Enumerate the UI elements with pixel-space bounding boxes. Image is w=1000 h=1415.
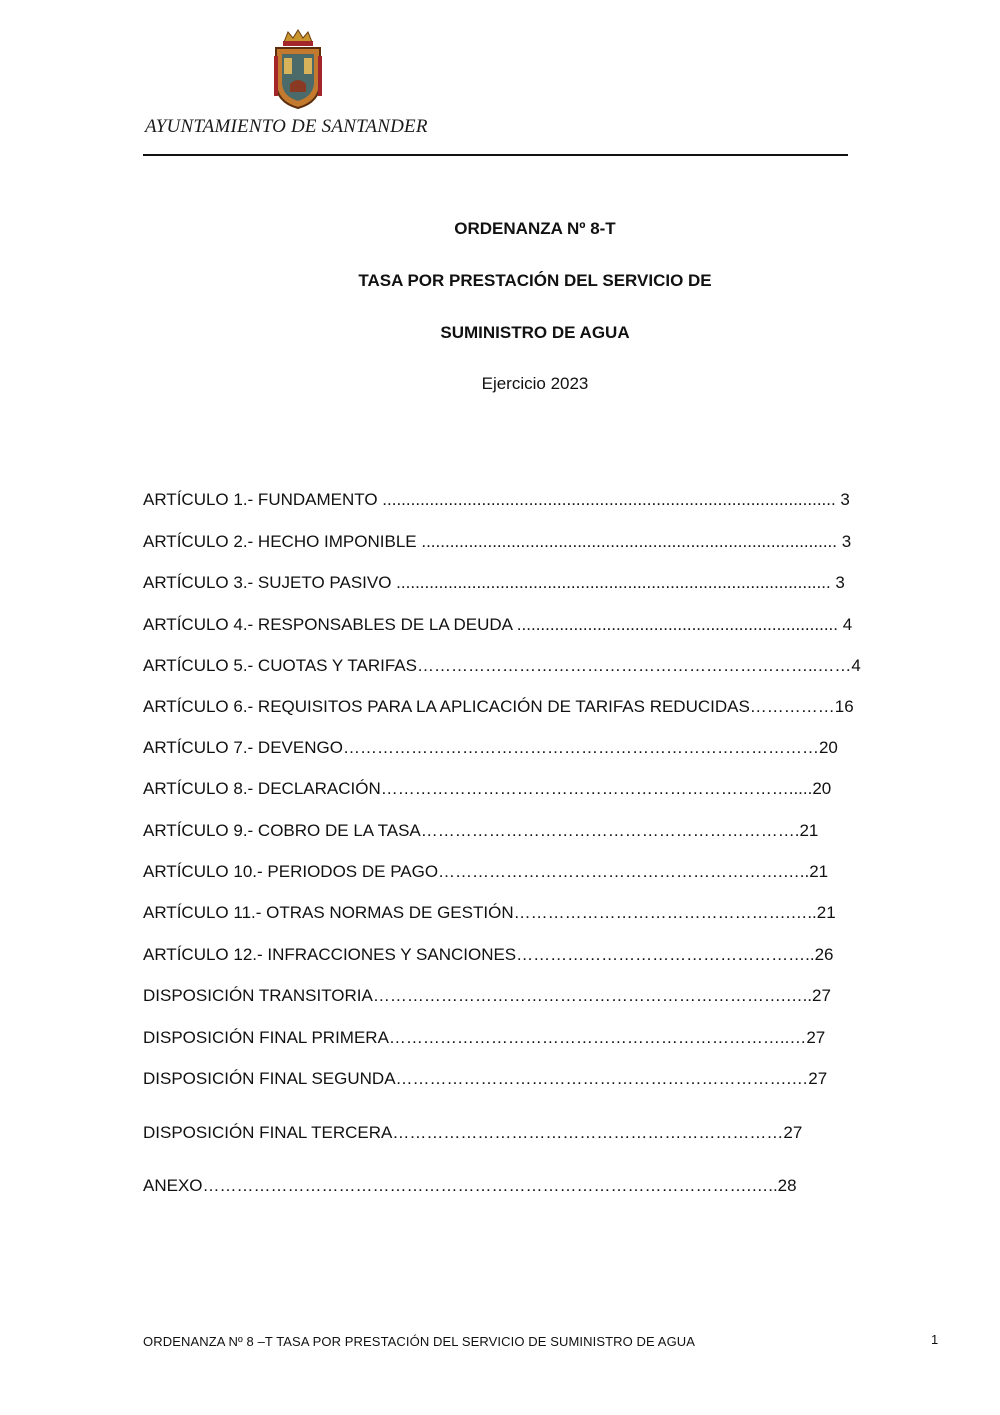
coat-of-arms-icon bbox=[270, 28, 326, 110]
ordinance-title-line2: SUMINISTRO DE AGUA bbox=[440, 323, 630, 342]
toc-entry[interactable]: ARTÍCULO 5.- CUOTAS Y TARIFAS……………………………………………………………..……4 bbox=[143, 656, 861, 675]
ordinance-number: ORDENANZA Nº 8-T bbox=[454, 219, 616, 238]
toc-entry[interactable]: ARTÍCULO 3.- SUJETO PASIVO ............................................................................................ 3 bbox=[143, 573, 845, 592]
toc-entry[interactable]: ARTÍCULO 6.- REQUISITOS PARA LA APLICACIÓN DE TARIFAS REDUCIDAS……………16 bbox=[143, 697, 854, 716]
page-number: 1 bbox=[931, 1332, 939, 1347]
toc-entry[interactable]: ARTÍCULO 2.- HECHO IMPONIBLE ........................................................................................ 3 bbox=[143, 532, 852, 551]
toc-entry[interactable]: ARTÍCULO 4.- RESPONSABLES DE LA DEUDA .................................................................... 4 bbox=[143, 615, 853, 634]
toc-entry[interactable]: ARTÍCULO 11.- OTRAS NORMAS DE GESTIÓN………………………………………….…..21 bbox=[143, 903, 836, 922]
toc-entry[interactable]: ARTÍCULO 10.- PERIODOS DE PAGO…………………………………………………….…..21 bbox=[143, 862, 829, 881]
toc-entry[interactable]: DISPOSICIÓN FINAL SEGUNDA…………………………………………………………….…27 bbox=[143, 1069, 828, 1088]
ordinance-title-line1: TASA POR PRESTACIÓN DEL SERVICIO DE bbox=[358, 271, 712, 290]
toc-entry[interactable]: ARTÍCULO 7.- DEVENGO…………………………………………………………………………20 bbox=[143, 738, 838, 757]
toc-entry[interactable]: ARTÍCULO 9.- COBRO DE LA TASA………………………………………………………….21 bbox=[143, 821, 819, 840]
page-footer: ORDENANZA Nº 8 –T TASA POR PRESTACIÓN DEL SERVICIO DE SUMINISTRO DE AGUA bbox=[143, 1334, 696, 1349]
toc-entry[interactable]: DISPOSICIÓN FINAL PRIMERA……………………………………………………………..…27 bbox=[143, 1028, 826, 1047]
toc-entry[interactable]: ARTÍCULO 8.- DECLARACIÓN……………………………………………………………….....20 bbox=[143, 779, 832, 798]
fiscal-year: Ejercicio 2023 bbox=[481, 374, 589, 393]
toc-entry[interactable]: ANEXO…………………………………………………………………………………….…..28 bbox=[143, 1176, 797, 1195]
toc-entry[interactable]: ARTÍCULO 12.- INFRACCIONES Y SANCIONES……………………………………………..26 bbox=[143, 945, 834, 964]
toc-entry[interactable]: DISPOSICIÓN FINAL TERCERA……………………………………………………………27 bbox=[143, 1123, 803, 1142]
toc-entry[interactable]: ARTÍCULO 1.- FUNDAMENTO ................................................................................................ 3 bbox=[143, 490, 850, 509]
header-divider bbox=[143, 154, 848, 156]
organization-name: AYUNTAMIENTO DE SANTANDER bbox=[145, 116, 428, 137]
toc-entry[interactable]: DISPOSICIÓN TRANSITORIA……………………………………………………………….…..27 bbox=[143, 986, 831, 1005]
